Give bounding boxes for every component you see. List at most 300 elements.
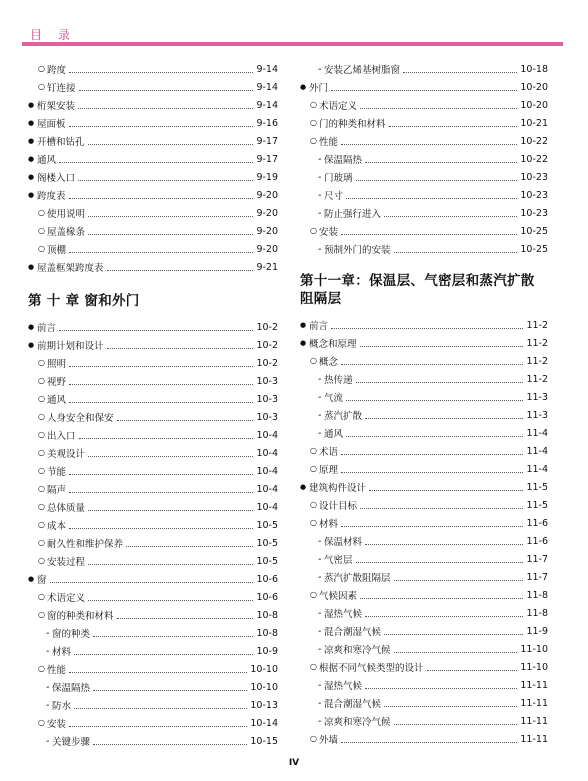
toc-entry[interactable]	[300, 132, 548, 150]
filled-bullet-icon: ●	[300, 321, 307, 329]
toc-entry-page: 9-20	[256, 225, 278, 237]
dot-leader	[69, 726, 247, 727]
toc-entry[interactable]	[28, 204, 278, 222]
toc-entry-page: 9-21	[256, 261, 278, 273]
dot-leader	[88, 510, 253, 511]
toc-entry-label: 材料	[52, 647, 72, 658]
toc-entry-page: 11-8	[526, 589, 548, 601]
toc-entry-label: 根据不同气候类型的设计	[319, 663, 424, 674]
header-rule	[22, 42, 563, 46]
toc-entry-label: 蒸汽扩散阻隔层	[324, 573, 391, 584]
dot-leader	[427, 670, 518, 671]
toc-entry[interactable]	[28, 732, 278, 750]
toc-entry-page: 10-23	[520, 171, 548, 183]
toc-entry-label: 前言	[37, 323, 57, 334]
toc-entry[interactable]	[28, 624, 278, 642]
dot-leader	[117, 420, 254, 421]
toc-entry-page: 10-5	[256, 537, 278, 549]
toc-entry[interactable]	[28, 258, 278, 276]
toc-entry-label: 耐久性和维护保养	[47, 539, 124, 550]
toc-entry-label: 出入口	[47, 431, 76, 442]
toc-entry-page: 10-3	[256, 411, 278, 423]
chapter-11-title-line2: 阻隔层	[300, 291, 342, 307]
toc-entry[interactable]	[28, 498, 278, 516]
toc-entry-label: 前期计划和设计	[37, 341, 104, 352]
toc-entry[interactable]	[28, 534, 278, 552]
toc-entry-page: 10-6	[256, 591, 278, 603]
hollow-bullet-icon: ○	[310, 226, 317, 235]
toc-entry-label: 尺寸	[324, 191, 344, 202]
toc-entry-page: 10-4	[256, 483, 278, 495]
toc-entry[interactable]	[300, 730, 548, 748]
toc-entry-label: 凉爽和寒冷气候	[324, 645, 391, 656]
hollow-bullet-icon: ○	[38, 484, 45, 493]
toc-entry[interactable]	[28, 96, 278, 114]
toc-list-right-a	[300, 60, 548, 258]
toc-entry-page: 11-2	[526, 337, 548, 349]
toc-entry[interactable]	[300, 334, 548, 352]
dot-leader	[394, 580, 524, 581]
hollow-bullet-icon: ○	[38, 376, 45, 385]
toc-entry[interactable]	[28, 318, 278, 336]
toc-entry-page: 10-15	[250, 735, 278, 747]
toc-entry[interactable]	[300, 622, 548, 640]
hollow-bullet-icon: ○	[38, 556, 45, 565]
dot-leader	[356, 382, 524, 383]
dot-leader	[69, 492, 253, 493]
hollow-bullet-icon: ○	[38, 430, 45, 439]
toc-entry-label: 前言	[309, 321, 329, 332]
toc-entry-page: 10-13	[250, 699, 278, 711]
dot-leader	[69, 366, 253, 367]
toc-entry-label: 建筑构件设计	[309, 483, 367, 494]
toc-entry-page: 9-20	[256, 189, 278, 201]
toc-entry-label: 保温隔热	[324, 155, 363, 166]
toc-entry[interactable]	[300, 640, 548, 658]
toc-entry-page: 10-10	[250, 663, 278, 675]
hollow-bullet-icon: ○	[38, 664, 45, 673]
dash-marker: -	[318, 171, 322, 183]
toc-entry-label: 术语定义	[47, 593, 86, 604]
toc-entry[interactable]	[300, 496, 548, 514]
toc-entry-page: 9-17	[256, 135, 278, 147]
dot-leader	[389, 126, 518, 127]
toc-entry[interactable]	[300, 186, 548, 204]
hollow-bullet-icon: ○	[38, 412, 45, 421]
filled-bullet-icon: ●	[28, 173, 35, 181]
toc-entry-label: 美观设计	[47, 449, 86, 460]
toc-entry[interactable]	[300, 240, 548, 258]
toc-entry-label: 湿热气候	[324, 681, 363, 692]
dot-leader	[69, 672, 247, 673]
toc-entry-page: 9-20	[256, 207, 278, 219]
toc-entry-page: 9-17	[256, 153, 278, 165]
toc-entry-label: 屋面板	[37, 119, 66, 130]
toc-entry[interactable]	[300, 676, 548, 694]
toc-entry-label: 节能	[47, 467, 67, 478]
dot-leader	[341, 234, 517, 235]
toc-entry-page: 9-19	[256, 171, 278, 183]
dash-marker: -	[318, 643, 322, 655]
toc-entry-page: 11-11	[520, 679, 548, 691]
toc-entry-label: 混合潮湿气候	[324, 627, 382, 638]
toc-entry[interactable]	[300, 388, 548, 406]
toc-entry-page: 10-3	[256, 393, 278, 405]
toc-entry[interactable]	[300, 114, 548, 132]
toc-entry-label: 设计目标	[319, 501, 358, 512]
toc-entry[interactable]	[300, 204, 548, 222]
dot-leader	[69, 384, 253, 385]
toc-entry[interactable]	[28, 570, 278, 588]
toc-entry-label: 使用说明	[47, 209, 86, 220]
dot-leader	[69, 126, 254, 127]
toc-entry[interactable]	[300, 96, 548, 114]
filled-bullet-icon: ●	[28, 341, 35, 349]
filled-bullet-icon: ●	[28, 575, 35, 583]
hollow-bullet-icon: ○	[38, 592, 45, 601]
dot-leader	[394, 652, 518, 653]
toc-entry[interactable]	[300, 658, 548, 676]
toc-entry-label: 视野	[47, 377, 67, 388]
toc-entry-page: 10-6	[256, 573, 278, 585]
dash-marker: -	[318, 571, 322, 583]
hollow-bullet-icon: ○	[38, 466, 45, 475]
toc-entry-page: 11-11	[520, 697, 548, 709]
toc-entry-label: 气候因素	[319, 591, 358, 602]
toc-entry-page: 9-16	[256, 117, 278, 129]
toc-entry-label: 跨度	[47, 65, 67, 76]
hollow-bullet-icon: ○	[38, 718, 45, 727]
toc-entry-page: 10-14	[250, 717, 278, 729]
toc-entry[interactable]	[300, 316, 548, 334]
toc-entry[interactable]	[300, 370, 548, 388]
toc-entry-label: 概念	[319, 357, 339, 368]
toc-entry-page: 10-4	[256, 465, 278, 477]
hollow-bullet-icon: ○	[38, 610, 45, 619]
dash-marker: -	[318, 373, 322, 385]
dot-leader	[93, 744, 247, 745]
toc-entry-page: 11-3	[526, 391, 548, 403]
toc-entry[interactable]	[28, 678, 278, 696]
toc-entry-label: 蒸汽扩散	[324, 411, 363, 422]
toc-entry[interactable]	[300, 550, 548, 568]
dot-leader	[365, 544, 523, 545]
dash-marker: -	[318, 535, 322, 547]
toc-entry[interactable]	[28, 132, 278, 150]
toc-entry-label: 热传递	[324, 375, 353, 386]
toc-entry-label: 门玻璃	[324, 173, 353, 184]
toc-entry-label: 安装	[319, 227, 339, 238]
dot-leader	[331, 90, 517, 91]
toc-entry[interactable]	[300, 712, 548, 730]
hollow-bullet-icon: ○	[38, 448, 45, 457]
toc-entry-label: 总体质量	[47, 503, 86, 514]
toc-right-column	[300, 60, 548, 748]
toc-entry-page: 11-4	[526, 445, 548, 457]
toc-entry-page: 11-11	[520, 733, 548, 745]
toc-entry[interactable]	[28, 336, 278, 354]
toc-entry[interactable]	[300, 694, 548, 712]
toc-entry[interactable]	[28, 480, 278, 498]
toc-entry-label: 阁楼入口	[37, 173, 76, 184]
toc-entry-page: 11-2	[526, 373, 548, 385]
toc-entry-label: 人身安全和保安	[47, 413, 114, 424]
toc-entry-label: 窗的种类和材料	[47, 611, 114, 622]
toc-entry-label: 预制外门的安装	[324, 245, 391, 256]
dot-leader	[360, 508, 523, 509]
toc-entry-page: 9-14	[256, 99, 278, 111]
toc-entry-label: 通风	[324, 429, 344, 440]
toc-entry-page: 11-6	[526, 535, 548, 547]
dash-marker: -	[46, 645, 50, 657]
toc-entry-page: 10-22	[520, 153, 548, 165]
toc-entry-label: 屋盖椽条	[47, 227, 86, 238]
dot-leader	[88, 216, 253, 217]
toc-entry[interactable]	[28, 660, 278, 678]
filled-bullet-icon: ●	[28, 191, 35, 199]
toc-entry-label: 混合潮湿气候	[324, 699, 382, 710]
dot-leader	[369, 490, 523, 491]
dot-leader	[74, 708, 247, 709]
toc-entry-label: 隔声	[47, 485, 67, 496]
dot-leader	[403, 72, 517, 73]
toc-list-right-b	[300, 316, 548, 748]
toc-entry-page: 10-20	[520, 81, 548, 93]
toc-entry-page: 10-2	[256, 339, 278, 351]
toc-entry-page: 9-14	[256, 63, 278, 75]
toc-entry[interactable]	[300, 586, 548, 604]
dot-leader	[346, 198, 517, 199]
toc-entry[interactable]	[28, 150, 278, 168]
toc-entry-label: 成本	[47, 521, 67, 532]
filled-bullet-icon: ●	[28, 119, 35, 127]
dot-leader	[346, 436, 523, 437]
toc-entry-label: 防止强行进入	[324, 209, 382, 220]
dash-marker: -	[318, 625, 322, 637]
toc-entry-page: 11-9	[526, 625, 548, 637]
hollow-bullet-icon: ○	[310, 590, 317, 599]
toc-entry-label: 窗	[37, 575, 47, 586]
toc-entry[interactable]	[28, 588, 278, 606]
toc-entry-label: 桁架安装	[37, 101, 76, 112]
toc-entry[interactable]	[300, 150, 548, 168]
toc-entry-page: 10-9	[256, 645, 278, 657]
toc-entry[interactable]	[28, 696, 278, 714]
toc-entry-label: 跨度表	[37, 191, 66, 202]
toc-entry[interactable]	[300, 442, 548, 460]
dot-leader	[69, 402, 253, 403]
dash-marker: -	[318, 607, 322, 619]
filled-bullet-icon: ●	[300, 83, 307, 91]
dash-marker: -	[318, 697, 322, 709]
toc-entry-page: 10-25	[520, 243, 548, 255]
dot-leader	[117, 618, 254, 619]
toc-entry-page: 10-5	[256, 519, 278, 531]
toc-entry[interactable]	[300, 424, 548, 442]
toc-entry-page: 10-5	[256, 555, 278, 567]
toc-entry-page: 9-20	[256, 243, 278, 255]
toc-entry-page: 11-7	[526, 571, 548, 583]
toc-entry-label: 安装过程	[47, 557, 86, 568]
hollow-bullet-icon: ○	[38, 208, 45, 217]
dot-leader	[341, 472, 523, 473]
toc-entry[interactable]	[300, 352, 548, 370]
toc-entry[interactable]	[28, 222, 278, 240]
toc-entry-label: 外墙	[319, 735, 339, 746]
dash-marker: -	[46, 699, 50, 711]
filled-bullet-icon: ●	[28, 263, 35, 271]
dot-leader	[50, 582, 254, 583]
toc-entry[interactable]	[28, 444, 278, 462]
toc-entry-page: 11-4	[526, 463, 548, 475]
chapter-11-title-line1: 第十一章：保温层、气密层和蒸汽扩散	[300, 273, 535, 289]
toc-entry[interactable]	[28, 426, 278, 444]
dot-leader	[78, 108, 253, 109]
dot-leader	[356, 180, 518, 181]
page-header	[0, 18, 563, 50]
toc-entry[interactable]	[300, 478, 548, 496]
toc-entry-page: 11-2	[526, 355, 548, 367]
hollow-bullet-icon: ○	[310, 446, 317, 455]
toc-entry[interactable]	[28, 372, 278, 390]
toc-entry[interactable]	[28, 606, 278, 624]
toc-entry[interactable]	[28, 168, 278, 186]
toc-entry[interactable]	[28, 78, 278, 96]
toc-entry-page: 10-4	[256, 447, 278, 459]
hollow-bullet-icon: ○	[310, 100, 317, 109]
hollow-bullet-icon: ○	[310, 118, 317, 127]
hollow-bullet-icon: ○	[310, 518, 317, 527]
toc-entry-label: 术语	[319, 447, 339, 458]
hollow-bullet-icon: ○	[38, 64, 45, 73]
toc-entry-label: 原理	[319, 465, 339, 476]
dot-leader	[384, 216, 517, 217]
toc-entry-label: 通风	[47, 395, 67, 406]
toc-entry-label: 湿热气候	[324, 609, 363, 620]
toc-entry-label: 术语定义	[319, 101, 358, 112]
toc-entry[interactable]	[300, 604, 548, 622]
toc-entry-page: 10-22	[520, 135, 548, 147]
toc-entry[interactable]	[28, 552, 278, 570]
dot-leader	[360, 346, 524, 347]
toc-entry[interactable]	[300, 568, 548, 586]
toc-entry-page: 10-8	[256, 609, 278, 621]
filled-bullet-icon: ●	[28, 137, 35, 145]
dash-marker: -	[318, 391, 322, 403]
hollow-bullet-icon: ○	[38, 82, 45, 91]
dot-leader	[341, 454, 523, 455]
toc-entry-page: 10-8	[256, 627, 278, 639]
toc-list-left-b	[28, 318, 278, 750]
toc-entry-page: 10-2	[256, 321, 278, 333]
dot-leader	[69, 474, 253, 475]
dash-marker: -	[318, 553, 322, 565]
toc-entry-page: 10-25	[520, 225, 548, 237]
toc-entry-label: 气密层	[324, 555, 353, 566]
dot-leader	[107, 348, 254, 349]
toc-entry-page: 11-10	[520, 661, 548, 673]
toc-entry[interactable]	[28, 642, 278, 660]
dash-marker: -	[46, 627, 50, 639]
toc-entry[interactable]	[300, 168, 548, 186]
toc-entry-page: 9-14	[256, 81, 278, 93]
hollow-bullet-icon: ○	[38, 520, 45, 529]
dash-marker: -	[318, 153, 322, 165]
dot-leader	[365, 616, 523, 617]
toc-entry-page: 11-10	[520, 643, 548, 655]
toc-entry[interactable]	[28, 516, 278, 534]
toc-entry-page: 11-5	[526, 499, 548, 511]
hollow-bullet-icon: ○	[310, 356, 317, 365]
dot-leader	[346, 400, 523, 401]
dot-leader	[360, 108, 517, 109]
toc-entry-label: 开槽和钻孔	[37, 137, 85, 148]
dot-leader	[341, 144, 517, 145]
dash-marker: -	[318, 207, 322, 219]
dash-marker: -	[46, 735, 50, 747]
dot-leader	[88, 144, 254, 145]
toc-list-left-a	[28, 60, 278, 276]
dot-leader	[384, 706, 517, 707]
toc-entry-page: 11-7	[526, 553, 548, 565]
toc-entry[interactable]	[28, 186, 278, 204]
toc-entry[interactable]	[28, 60, 278, 78]
dot-leader	[341, 526, 523, 527]
toc-entry[interactable]	[28, 114, 278, 132]
toc-entry[interactable]	[300, 78, 548, 96]
toc-entry-label: 窗的种类	[52, 629, 91, 640]
toc-entry[interactable]	[300, 460, 548, 478]
toc-entry-label: 安装乙烯基树脂窗	[324, 65, 401, 76]
toc-entry[interactable]	[28, 714, 278, 732]
hollow-bullet-icon: ○	[38, 502, 45, 511]
toc-entry[interactable]	[300, 406, 548, 424]
toc-entry[interactable]	[300, 60, 548, 78]
hollow-bullet-icon: ○	[310, 662, 317, 671]
toc-entry-page: 11-8	[526, 607, 548, 619]
dot-leader	[394, 724, 518, 725]
hollow-bullet-icon: ○	[38, 538, 45, 547]
toc-entry[interactable]	[28, 240, 278, 258]
toc-entry-label: 屋盖框架跨度表	[37, 263, 104, 274]
toc-entry[interactable]	[28, 390, 278, 408]
toc-entry[interactable]	[28, 408, 278, 426]
toc-entry-page: 11-3	[526, 409, 548, 421]
toc-entry[interactable]	[300, 514, 548, 532]
dash-marker: -	[318, 679, 322, 691]
dot-leader	[69, 72, 253, 73]
toc-entry[interactable]	[300, 532, 548, 550]
toc-entry-label: 气流	[324, 393, 344, 404]
toc-entry-label: 保温隔热	[52, 683, 91, 694]
dash-marker: -	[318, 189, 322, 201]
toc-entry-page: 11-2	[526, 319, 548, 331]
toc-entry-label: 外门	[309, 83, 329, 94]
toc-entry-page: 10-23	[520, 189, 548, 201]
dot-leader	[107, 270, 254, 271]
hollow-bullet-icon: ○	[310, 500, 317, 509]
toc-entry[interactable]	[300, 222, 548, 240]
toc-entry-label: 通风	[37, 155, 57, 166]
dot-leader	[88, 600, 253, 601]
hollow-bullet-icon: ○	[310, 136, 317, 145]
toc-entry-label: 材料	[319, 519, 339, 530]
toc-entry[interactable]	[28, 462, 278, 480]
filled-bullet-icon: ●	[300, 483, 307, 491]
toc-entry-page: 10-21	[520, 117, 548, 129]
toc-entry[interactable]	[28, 354, 278, 372]
dot-leader	[59, 162, 253, 163]
